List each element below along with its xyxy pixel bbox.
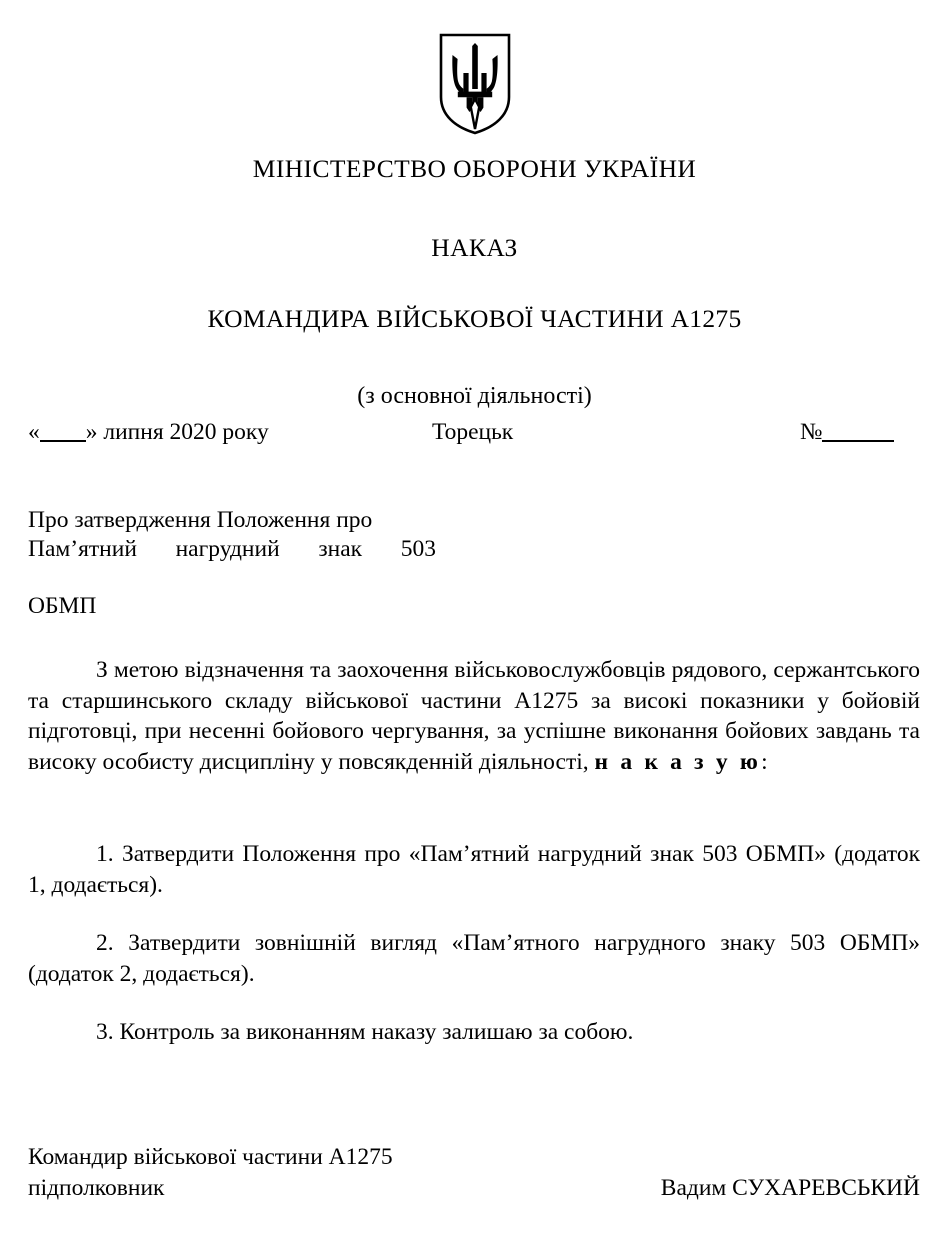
coat-of-arms-container bbox=[0, 33, 949, 135]
order-heading: НАКАЗ bbox=[431, 232, 518, 262]
document-body bbox=[28, 655, 920, 1048]
preamble-text-part-1: З метою відзначення та заохочення військовослужбовців рядового, сержантського та старшинського складу військової частини А1275 за високі показники у бойовій підготовці, при несенні бойового чергування, за успішне виконання бойових завдань та високу особисту дисципліну у повсякденній діяльності, bbox=[28, 657, 920, 775]
subject-line-3: ОБМП bbox=[28, 592, 97, 619]
date-day-blank-field[interactable] bbox=[40, 440, 86, 442]
document-headings bbox=[0, 156, 949, 408]
signature-block bbox=[28, 1142, 920, 1204]
preamble-paragraph bbox=[28, 655, 920, 777]
order-item: 1. Затвердити Положення про «Пам’ятний нагрудний знак 503 ОБМП» (додаток 1, додається). bbox=[28, 841, 920, 898]
subject-block bbox=[28, 506, 436, 620]
subject-line-2: Пам’ятний нагрудний знак 503 bbox=[28, 535, 436, 562]
order-item: 2. Затвердити зовнішній вигляд «Пам’ятного нагрудного знаку 503 ОБМП» (додаток 2, додається). bbox=[28, 930, 920, 987]
date-month-year: » липня 2020 року bbox=[85, 419, 269, 445]
dateline bbox=[28, 416, 920, 448]
order-place: Торецьк bbox=[432, 419, 514, 445]
preamble-emphasis-order-verb: н а к а з у ю bbox=[594, 748, 762, 775]
order-kind-subtitle: (з основної діяльності) bbox=[357, 382, 592, 409]
signatory-title: Командир військової частини А1275 bbox=[28, 1144, 393, 1170]
number-sign-label: № bbox=[800, 419, 823, 445]
order-item: 3. Контроль за виконанням наказу залишаю за собою. bbox=[96, 1019, 634, 1045]
subject-line-1: Про затвердження Положення про bbox=[28, 507, 373, 533]
order-number-blank-field[interactable] bbox=[822, 440, 894, 442]
order-date bbox=[28, 416, 269, 448]
unit-commander-heading: КОМАНДИРА ВІЙСЬКОВОЇ ЧАСТИНИ А1275 bbox=[207, 304, 742, 333]
order-number bbox=[800, 416, 894, 448]
ministry-heading: МІНІСТЕРСТВО ОБОРОНИ УКРАЇНИ bbox=[252, 154, 697, 183]
signatory-name: Вадим СУХАРЕВСЬКИЙ bbox=[660, 1175, 920, 1201]
ukrainian-trident-coat-of-arms-icon bbox=[439, 33, 511, 135]
signature-row bbox=[28, 1173, 920, 1204]
signatory-rank: підполковник bbox=[28, 1175, 165, 1201]
date-quote-open: « bbox=[28, 419, 40, 445]
order-items-list bbox=[28, 839, 920, 1048]
preamble-text-part-2: : bbox=[761, 748, 768, 775]
